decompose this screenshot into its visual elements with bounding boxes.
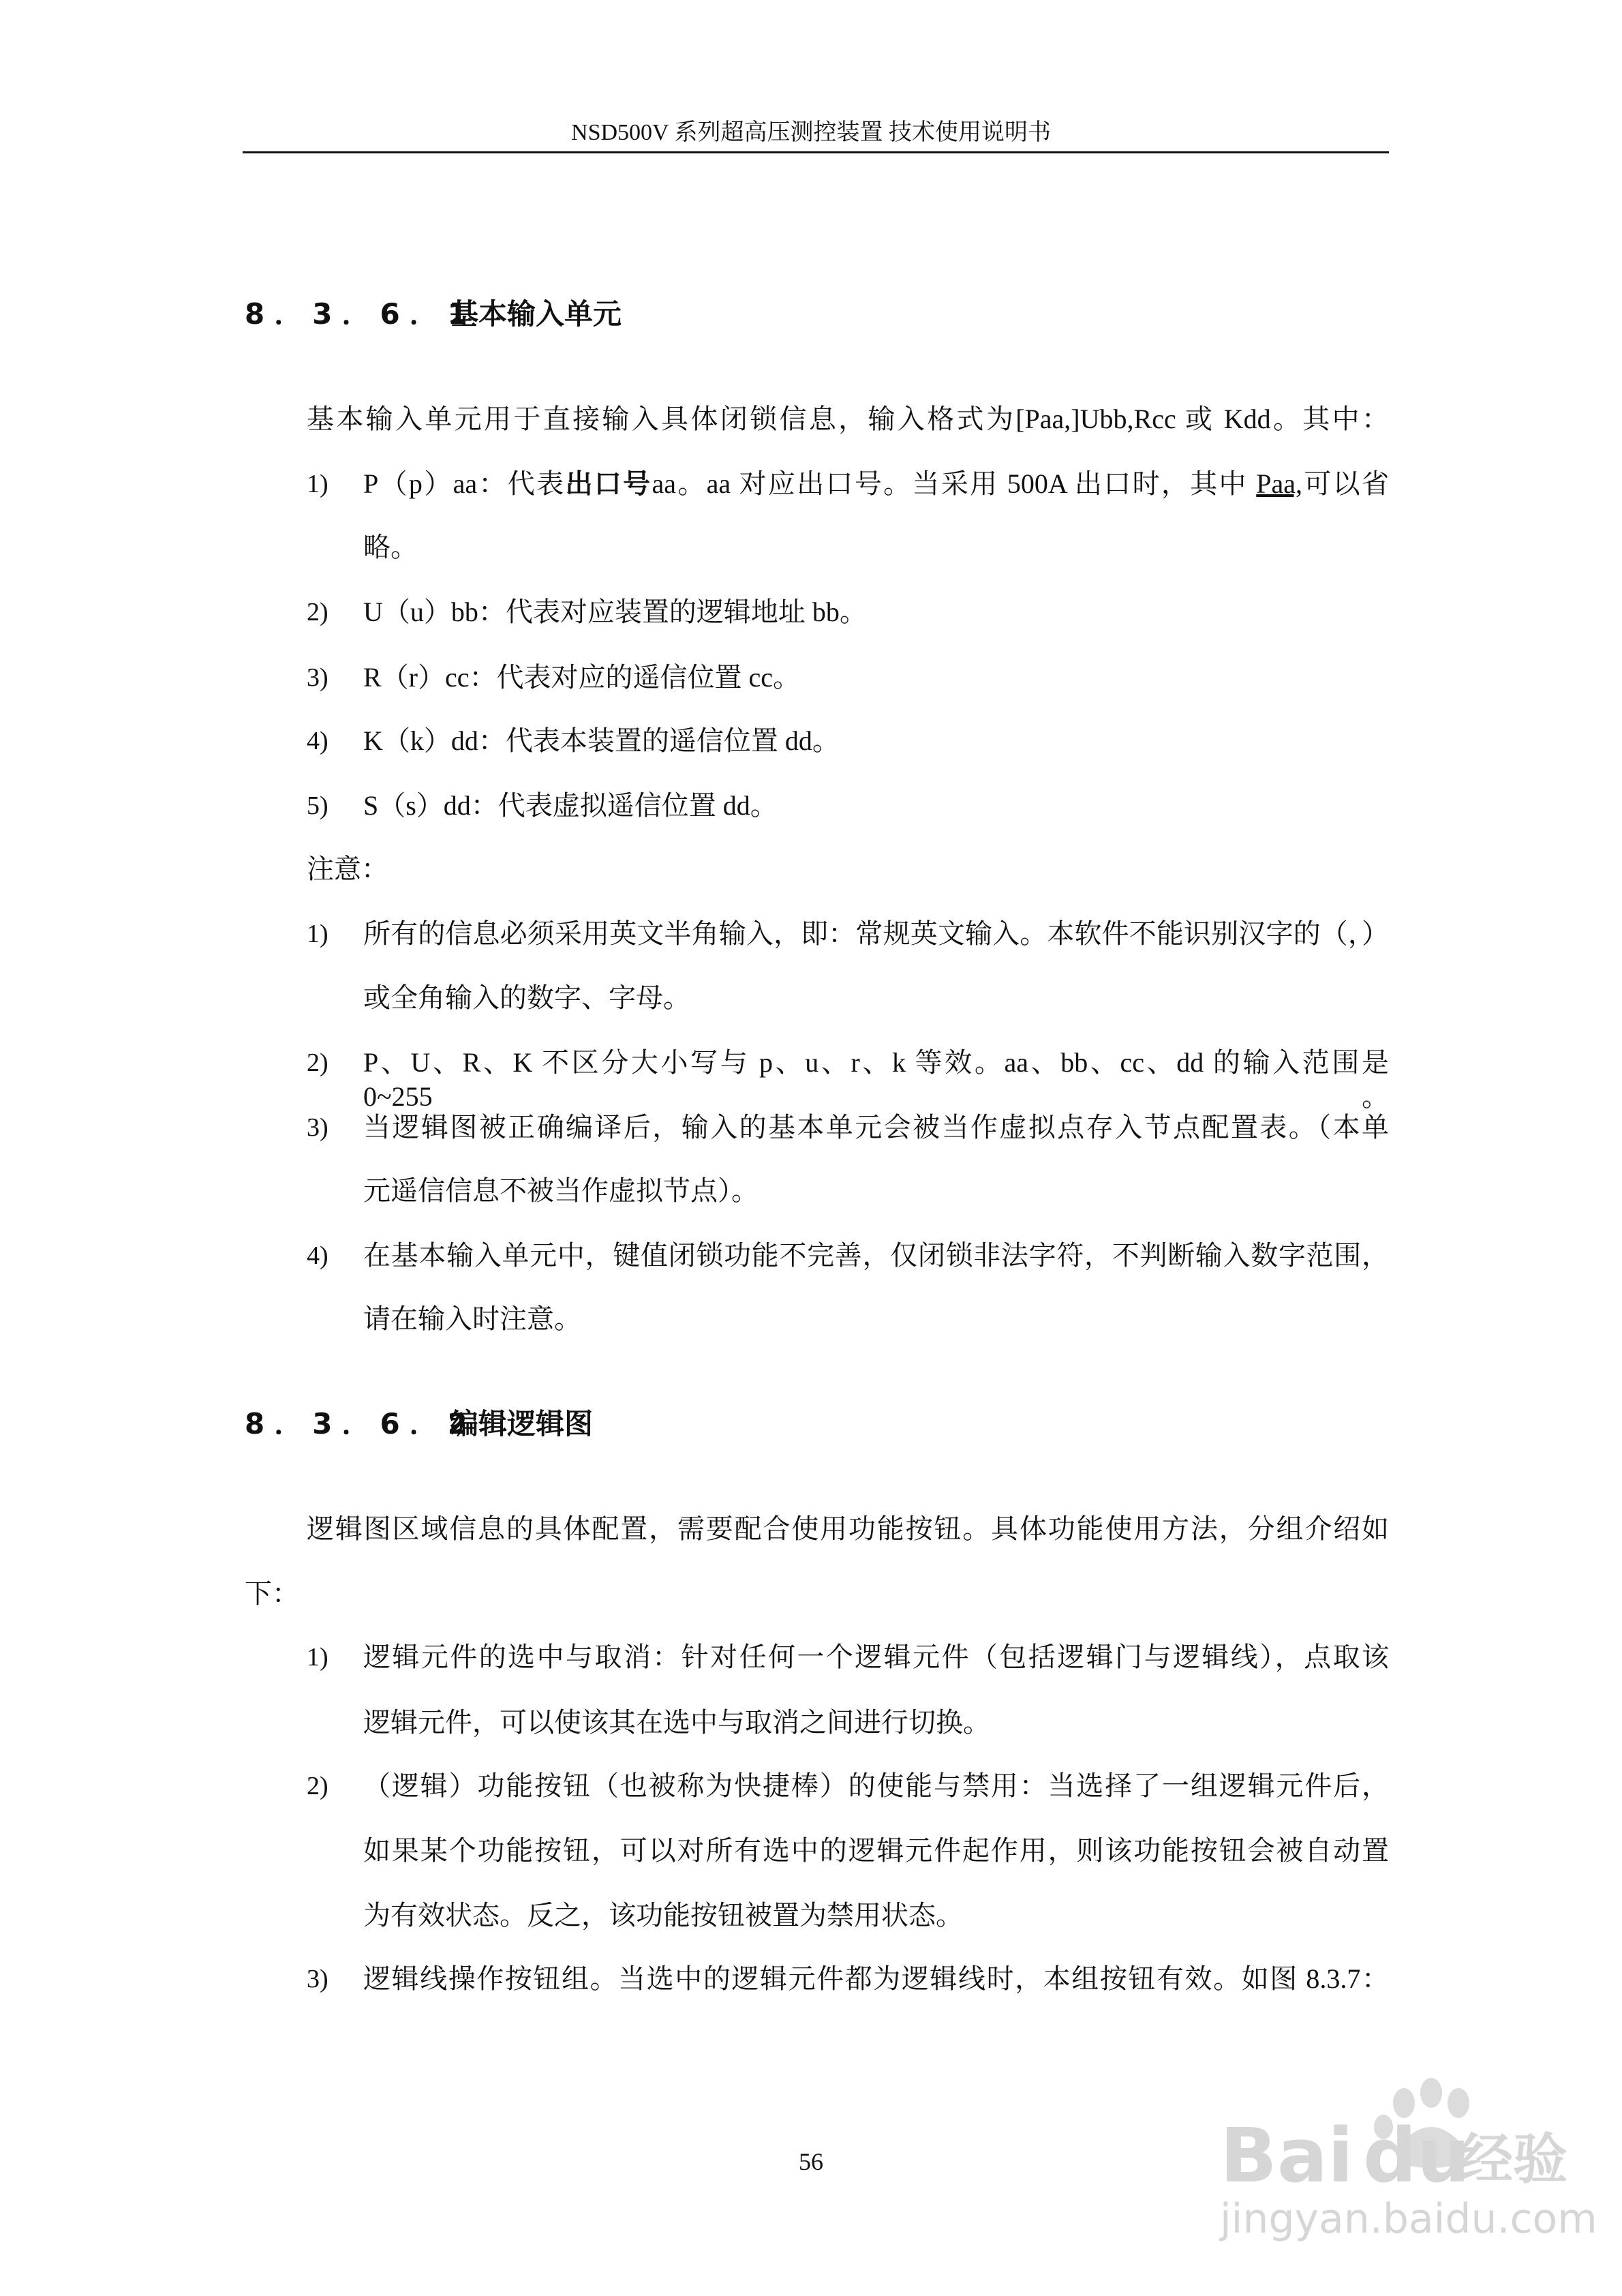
- section-number: 8．3．6．2: [245, 1407, 477, 1440]
- section-heading-8-3-6-2: [245, 1405, 594, 1443]
- text: aa。aa 对应出口号。当采用 500A 出口时，其中: [652, 468, 1248, 499]
- list-item: 逻辑线操作按钮组。当选中的逻辑元件都为逻辑线时，本组按钮有效。如图 8.3.7：: [363, 1963, 1389, 1994]
- note-label: 注意：: [307, 854, 388, 884]
- watermark-url: jingyan.baidu.com: [1220, 2195, 1597, 2243]
- bold-text: 出口号: [565, 468, 652, 499]
- list-number: 2): [307, 1048, 328, 1077]
- section-title: 编辑逻辑图: [450, 1407, 594, 1440]
- paragraph: 逻辑图区域信息的具体配置，需要配合使用功能按钮。具体功能使用方法，分组介绍如: [307, 1513, 1389, 1544]
- note-item: 在基本输入单元中，键值闭锁功能不完善，仅闭锁非法字符，不判断输入数字范围，: [363, 1240, 1389, 1271]
- svg-text:du: du: [1363, 2112, 1471, 2199]
- list-item-continuation: 如果某个功能按钮，可以对所有选中的逻辑元件起作用，则该功能按钮会被自动置: [363, 1835, 1389, 1866]
- list-item-continuation: 逻辑元件，可以使该其在选中与取消之间进行切换。: [363, 1707, 990, 1738]
- list-item: U（u）bb：代表对应装置的逻辑地址 bb。: [363, 596, 867, 627]
- note-item-continuation: 请在输入时注意。: [363, 1303, 581, 1334]
- page-header: NSD500V 系列超高压测控装置 技术使用说明书: [571, 120, 1051, 145]
- list-item: [363, 467, 1389, 501]
- watermark-brand: Bai: [1220, 2112, 1353, 2199]
- list-number: 3): [307, 663, 328, 692]
- list-number: 4): [307, 727, 328, 755]
- list-item-continuation: 略。: [363, 532, 418, 562]
- section-title: 基本输入单元: [450, 297, 622, 331]
- header-rule: [243, 151, 1389, 153]
- list-number: 1): [307, 920, 328, 948]
- baidu-watermark: [1159, 2066, 1597, 2250]
- section-number: 8．3．6．1: [245, 297, 477, 331]
- list-number: 3): [307, 1113, 328, 1142]
- underlined-text: Paa,: [1256, 468, 1302, 499]
- list-item-continuation: 为有效状态。反之，该功能按钮被置为禁用状态。: [363, 1900, 963, 1931]
- page-number: 56: [799, 2148, 823, 2175]
- section-heading-8-3-6-1: [245, 295, 622, 333]
- paw-logo-icon: [1159, 2066, 1597, 2250]
- list-item: S（s）dd：代表虚拟遥信位置 dd。: [363, 790, 778, 821]
- list-number: 3): [307, 1965, 328, 1993]
- list-number: 5): [307, 791, 328, 820]
- list-number: 1): [307, 470, 328, 498]
- note-item-continuation: 元遥信信息不被当作虚拟节点）。: [363, 1175, 759, 1206]
- note-item: P、U、R、K 不区分大小写与 p、u、r、k 等效。aa、bb、cc、dd 的输入范围是 0~255。: [363, 1047, 1389, 1112]
- list-number: 2): [307, 598, 328, 626]
- note-item: 当逻辑图被正确编译后，输入的基本单元会被当作虚拟点存入节点配置表。（本单: [363, 1112, 1389, 1143]
- list-item: R（r）cc：代表对应的遥信位置 cc。: [363, 662, 801, 693]
- list-number: 2): [307, 1772, 328, 1800]
- list-number: 4): [307, 1241, 328, 1270]
- svg-text:经验: 经验: [1458, 2128, 1567, 2191]
- text: P（p）aa：代表: [363, 468, 566, 499]
- text: 可以省: [1302, 468, 1390, 499]
- note-item-continuation: 或全角输入的数字、字母。: [363, 982, 690, 1013]
- note-item: 所有的信息必须采用英文半角输入，即：常规英文输入。本软件不能识别汉字的（，）: [363, 918, 1389, 949]
- list-number: 1): [307, 1643, 328, 1672]
- list-item: 逻辑元件的选中与取消：针对任何一个逻辑元件（包括逻辑门与逻辑线），点取该: [363, 1642, 1389, 1672]
- paragraph-continuation: 下：: [245, 1578, 299, 1609]
- paragraph: 基本输入单元用于直接输入具体闭锁信息，输入格式为[Paa,]Ubb,Rcc 或 Kdd。其中：: [307, 404, 1389, 434]
- list-item: （逻辑）功能按钮（也被称为快捷棒）的使能与禁用：当选择了一组逻辑元件后，: [363, 1770, 1389, 1801]
- list-item: K（k）dd：代表本装置的遥信位置 dd。: [363, 725, 840, 756]
